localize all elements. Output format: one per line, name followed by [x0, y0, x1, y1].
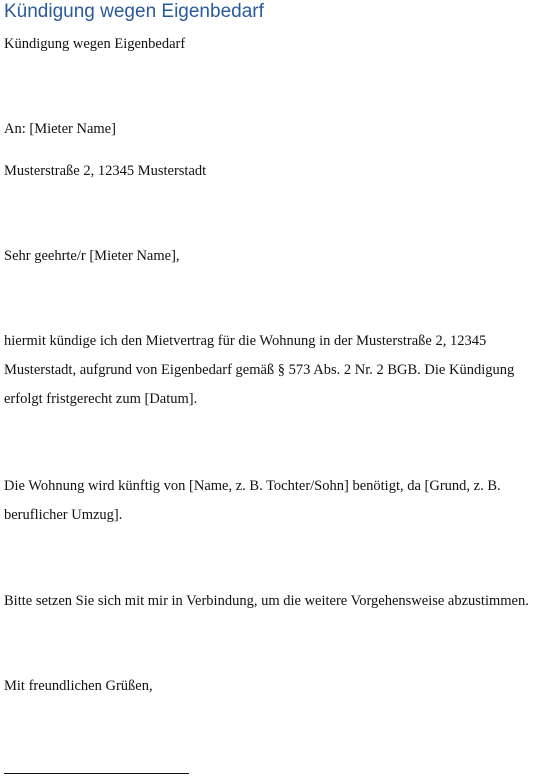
address-line: Musterstraße 2, 12345 Musterstadt	[4, 163, 207, 179]
salutation: Sehr geehrte/r [Mieter Name],	[4, 248, 180, 264]
document-subject: Kündigung wegen Eigenbedarf	[4, 36, 186, 52]
recipient-line: An: [Mieter Name]	[4, 121, 116, 137]
paragraph-3-line-1: Bitte setzen Sie sich mit mir in Verbindung, um die weitere Vorgehensweise abzustimmen.	[4, 593, 529, 609]
paragraph-1-line-1: hiermit kündige ich den Mietvertrag für die Wohnung in der Musterstraße 2, 12345	[4, 333, 487, 349]
signature-line	[4, 773, 189, 774]
closing-line: Mit freundlichen Grüßen,	[4, 678, 153, 694]
paragraph-1-line-3: erfolgt fristgerecht zum [Datum].	[4, 391, 198, 407]
document-title: Kündigung wegen Eigenbedarf	[4, 1, 264, 22]
paragraph-2-line-1: Die Wohnung wird künftig von [Name, z. B. Tochter/Sohn] benötigt, da [Grund, z. B.	[4, 478, 501, 494]
paragraph-1-line-2: Musterstadt, aufgrund von Eigenbedarf gemäß § 573 Abs. 2 Nr. 2 BGB. Die Kündigung	[4, 362, 515, 378]
paragraph-2-line-2: beruflicher Umzug].	[4, 507, 123, 523]
